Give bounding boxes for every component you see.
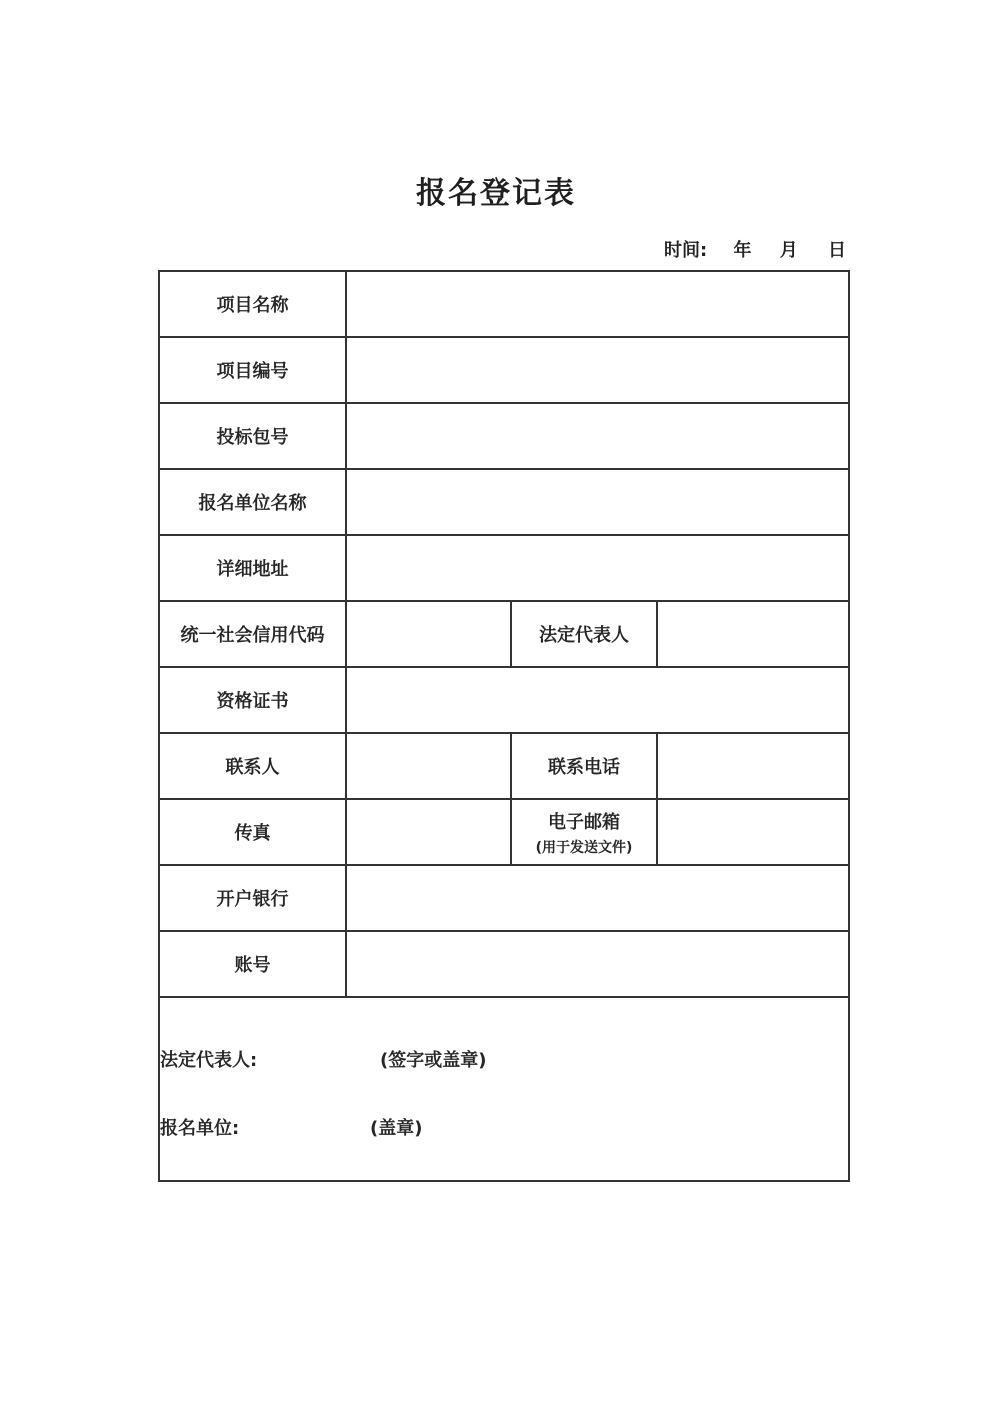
- label-email: 电子邮箱: [548, 811, 620, 833]
- field-account[interactable]: [346, 931, 849, 997]
- row-address: [159, 535, 849, 601]
- field-project-name[interactable]: [346, 271, 849, 337]
- field-bid-package[interactable]: [346, 403, 849, 469]
- row-credit-code: [159, 601, 849, 667]
- registration-form: [158, 270, 850, 1182]
- signature-company-note: (盖章): [370, 1118, 423, 1139]
- document-title: 报名登记表: [416, 176, 576, 211]
- field-fax[interactable]: [346, 799, 511, 865]
- label-project-name: 项目名称: [159, 271, 346, 337]
- field-qualification[interactable]: [346, 667, 849, 733]
- field-address[interactable]: [346, 535, 849, 601]
- row-project-name: [159, 271, 849, 337]
- label-qualification: 资格证书: [159, 667, 346, 733]
- field-contact-person[interactable]: [346, 733, 511, 799]
- row-bank: [159, 865, 849, 931]
- date-label: 时间:: [663, 240, 708, 261]
- field-credit-code[interactable]: [346, 601, 511, 667]
- label-credit-code: 统一社会信用代码: [159, 601, 346, 667]
- row-fax-email: [159, 799, 849, 865]
- label-email-cell: [511, 799, 657, 865]
- field-contact-phone[interactable]: [657, 733, 849, 799]
- signature-legal-rep-note: (签字或盖章): [380, 1050, 487, 1071]
- label-bank: 开户银行: [159, 865, 346, 931]
- label-project-number: 项目编号: [159, 337, 346, 403]
- row-contact: [159, 733, 849, 799]
- date-day-label: 日: [828, 240, 846, 261]
- field-email[interactable]: [657, 799, 849, 865]
- date-line: [664, 236, 846, 262]
- row-company-name: [159, 469, 849, 535]
- field-company-name[interactable]: [346, 469, 849, 535]
- signature-area[interactable]: [159, 997, 849, 1181]
- label-account: 账号: [159, 931, 346, 997]
- date-month-label: 月: [779, 240, 798, 261]
- label-email-note: (用于发送文件): [535, 839, 633, 856]
- label-bid-package: 投标包号: [159, 403, 346, 469]
- signature-legal-rep: [160, 1046, 487, 1072]
- row-project-number: [159, 337, 849, 403]
- label-contact-phone: 联系电话: [511, 733, 657, 799]
- label-fax: 传真: [159, 799, 346, 865]
- signature-legal-rep-label: 法定代表人:: [160, 1050, 258, 1071]
- label-address: 详细地址: [159, 535, 346, 601]
- field-bank[interactable]: [346, 865, 849, 931]
- date-year-label: 年: [733, 240, 752, 261]
- label-company-name: 报名单位名称: [159, 469, 346, 535]
- row-qualification: [159, 667, 849, 733]
- field-project-number[interactable]: [346, 337, 849, 403]
- label-legal-rep: 法定代表人: [511, 601, 657, 667]
- signature-company-label: 报名单位:: [160, 1118, 240, 1139]
- row-signature: [159, 997, 849, 1181]
- signature-company: [160, 1114, 423, 1140]
- row-account: [159, 931, 849, 997]
- row-bid-package: [159, 403, 849, 469]
- label-contact-person: 联系人: [159, 733, 346, 799]
- field-legal-rep[interactable]: [657, 601, 849, 667]
